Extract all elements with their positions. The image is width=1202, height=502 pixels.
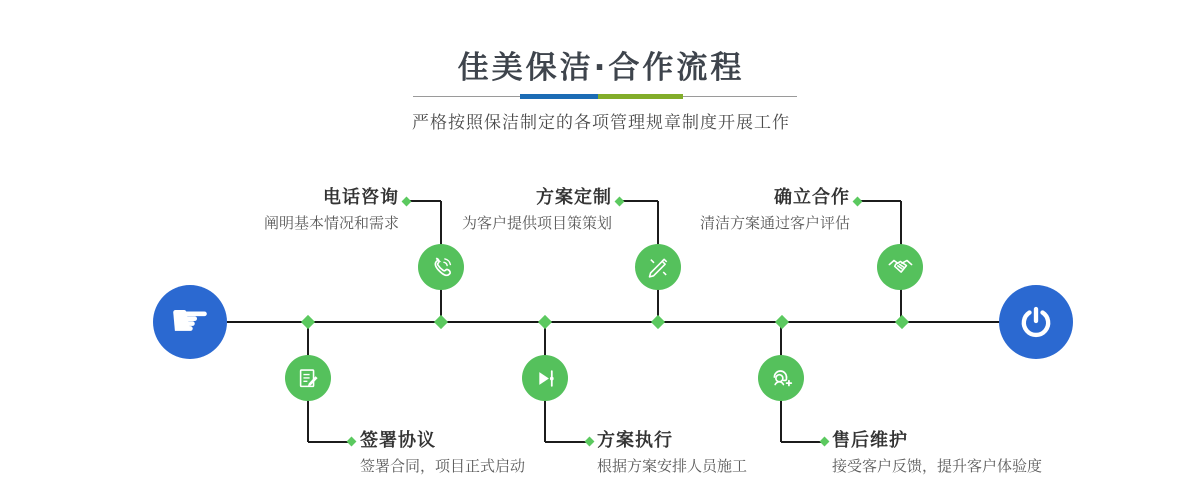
- step-title: 确立合作: [774, 187, 850, 208]
- title-divider: [413, 94, 797, 99]
- step-label-cooperation: [700, 186, 850, 234]
- timeline-diamond: [301, 315, 315, 329]
- step-label-phone: [264, 186, 399, 234]
- flow-start-node: [153, 285, 227, 359]
- page-title: 佳美保洁·合作流程: [457, 50, 745, 86]
- step-desc: 清洁方案通过客户评估: [699, 214, 850, 232]
- step-title: 电话咨询: [323, 187, 399, 208]
- step-label-plan: [462, 186, 612, 234]
- step-title: 签署协议: [360, 430, 436, 451]
- connector-line: [781, 441, 822, 443]
- label-diamond: [820, 437, 830, 447]
- step-title: 方案定制: [536, 187, 612, 208]
- step-desc: 阐明基本情况和需求: [263, 214, 399, 232]
- headset-service-icon: [767, 364, 795, 392]
- phone-icon: [428, 254, 455, 281]
- timeline-diamond: [651, 315, 665, 329]
- divider-green-segment: [598, 94, 683, 99]
- timeline-diamond: [434, 315, 448, 329]
- label-diamond: [853, 197, 863, 207]
- timeline: [227, 321, 1000, 323]
- step-node-execute: [522, 355, 568, 401]
- step-desc: 接受客户反馈，提升客户体验度: [832, 457, 1043, 475]
- connector-line: [545, 441, 587, 443]
- connector-line: [861, 200, 901, 202]
- step-node-sign: [285, 355, 331, 401]
- timeline-diamond: [775, 315, 789, 329]
- connector-line: [623, 200, 658, 202]
- step-label-execute: [597, 429, 747, 477]
- play-execute-icon: [532, 365, 559, 392]
- timeline-diamond: [895, 315, 909, 329]
- step-label-sign: [360, 429, 525, 477]
- label-diamond: [615, 197, 625, 207]
- step-node-aftersales: [758, 355, 804, 401]
- page-subtitle: 严格按照保洁制定的各项管理规章制度开展工作: [412, 113, 790, 133]
- sign-document-icon: [295, 365, 322, 392]
- connector-line: [410, 200, 441, 202]
- connector-line: [308, 441, 349, 443]
- step-node-phone: [418, 244, 464, 290]
- label-diamond: [347, 437, 357, 447]
- step-label-aftersales: [832, 429, 1042, 477]
- step-node-plan: [635, 244, 681, 290]
- label-diamond: [585, 437, 595, 447]
- step-desc: 为客户提供项目策策划: [461, 214, 612, 232]
- step-desc: 根据方案安排人员施工: [597, 457, 748, 475]
- pencil-design-icon: [645, 254, 672, 281]
- power-icon: [1016, 302, 1056, 342]
- flow-end-node: [999, 285, 1073, 359]
- step-desc: 签署合同，项目正式启动: [360, 457, 526, 475]
- divider-blue-segment: [520, 94, 598, 99]
- step-node-cooperation: [877, 244, 923, 290]
- timeline-diamond: [538, 315, 552, 329]
- handshake-icon: [886, 253, 915, 282]
- pointing-hand-icon: ☛: [169, 293, 211, 347]
- label-diamond: [402, 197, 412, 207]
- step-title: 售后维护: [832, 430, 908, 451]
- step-title: 方案执行: [597, 430, 673, 451]
